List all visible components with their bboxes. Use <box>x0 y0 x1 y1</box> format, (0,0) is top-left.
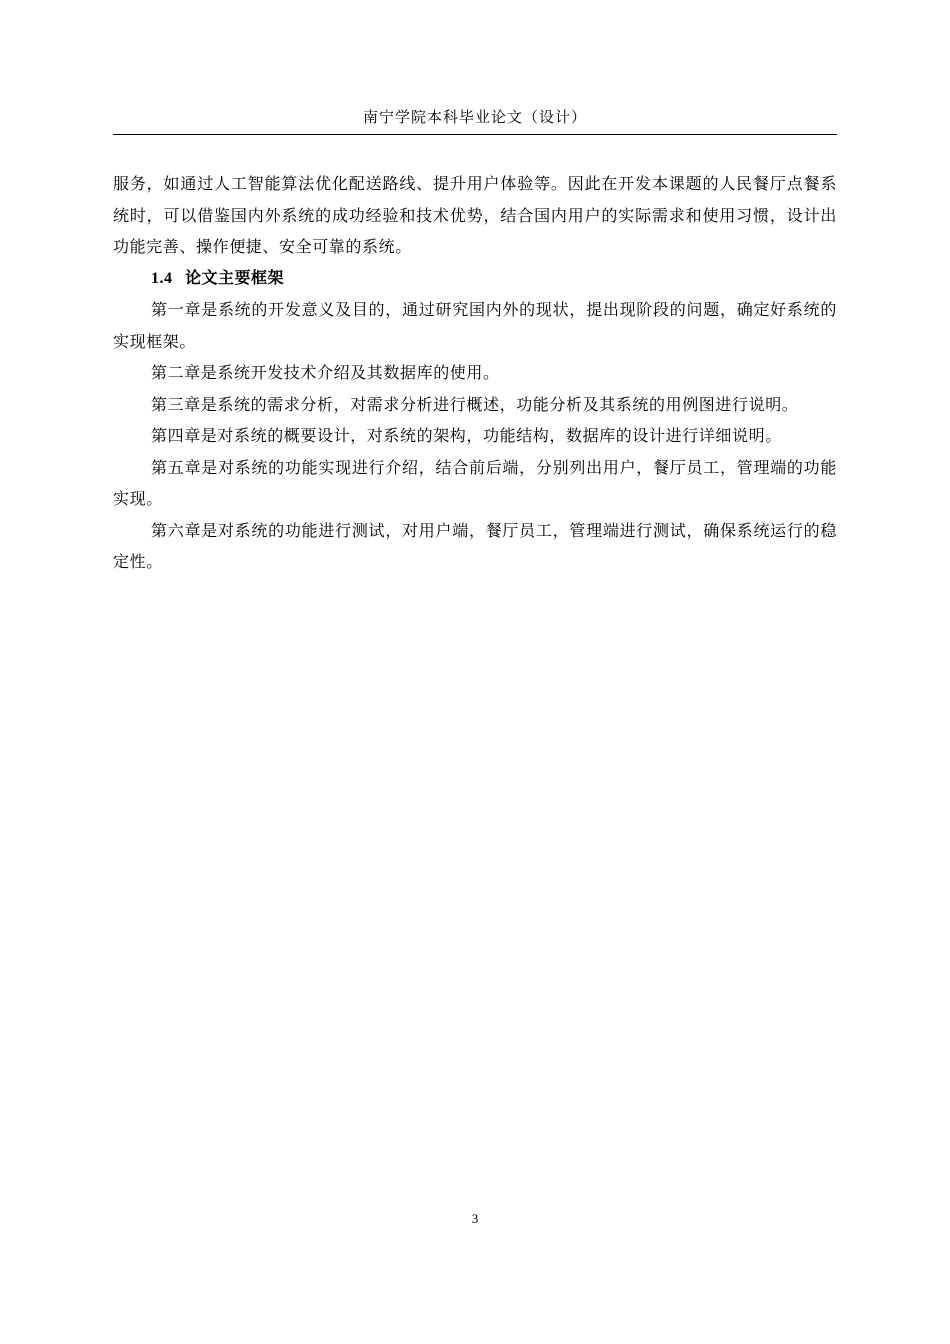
chapter-2-paragraph: 第二章是系统开发技术介绍及其数据库的使用。 <box>151 363 500 382</box>
page-number: 3 <box>471 1211 479 1226</box>
section-heading <box>113 263 837 295</box>
chapter-4-paragraph: 第四章是对系统的概要设计，对系统的架构，功能结构，数据库的设计进行详细说明。 <box>151 426 782 445</box>
continuation-paragraph: 服务，如通过人工智能算法优化配送路线、提升用户体验等。因此在开发本课题的人民餐厅点餐系统时，可以借鉴国内外系统的成功经验和技术优势，结合国内用户的实际需求和使用习惯，设计出功能完善、操作便捷、安全可靠的系统。 <box>113 174 837 256</box>
document-body <box>113 168 837 578</box>
chapter-6-paragraph: 第六章是对系统的功能进行测试，对用户端，餐厅员工，管理端进行测试，确保系统运行的稳定性。 <box>113 520 837 571</box>
section-number: 1.4 <box>151 269 173 287</box>
header-title: 南宁学院本科毕业论文（设计） <box>362 108 587 126</box>
chapter-5-paragraph: 第五章是对系统的功能实现进行介绍，结合前后端，分别列出用户，餐厅员工，管理端的功能实现。 <box>113 457 837 508</box>
section-title: 论文主要框架 <box>185 269 285 287</box>
chapter-1-paragraph: 第一章是系统的开发意义及目的，通过研究国内外的现状，提出现阶段的问题，确定好系统的实现框架。 <box>113 300 837 351</box>
page-header <box>113 100 837 135</box>
chapter-3-paragraph: 第三章是系统的需求分析，对需求分析进行概述，功能分析及其系统的用例图进行说明。 <box>151 394 799 414</box>
